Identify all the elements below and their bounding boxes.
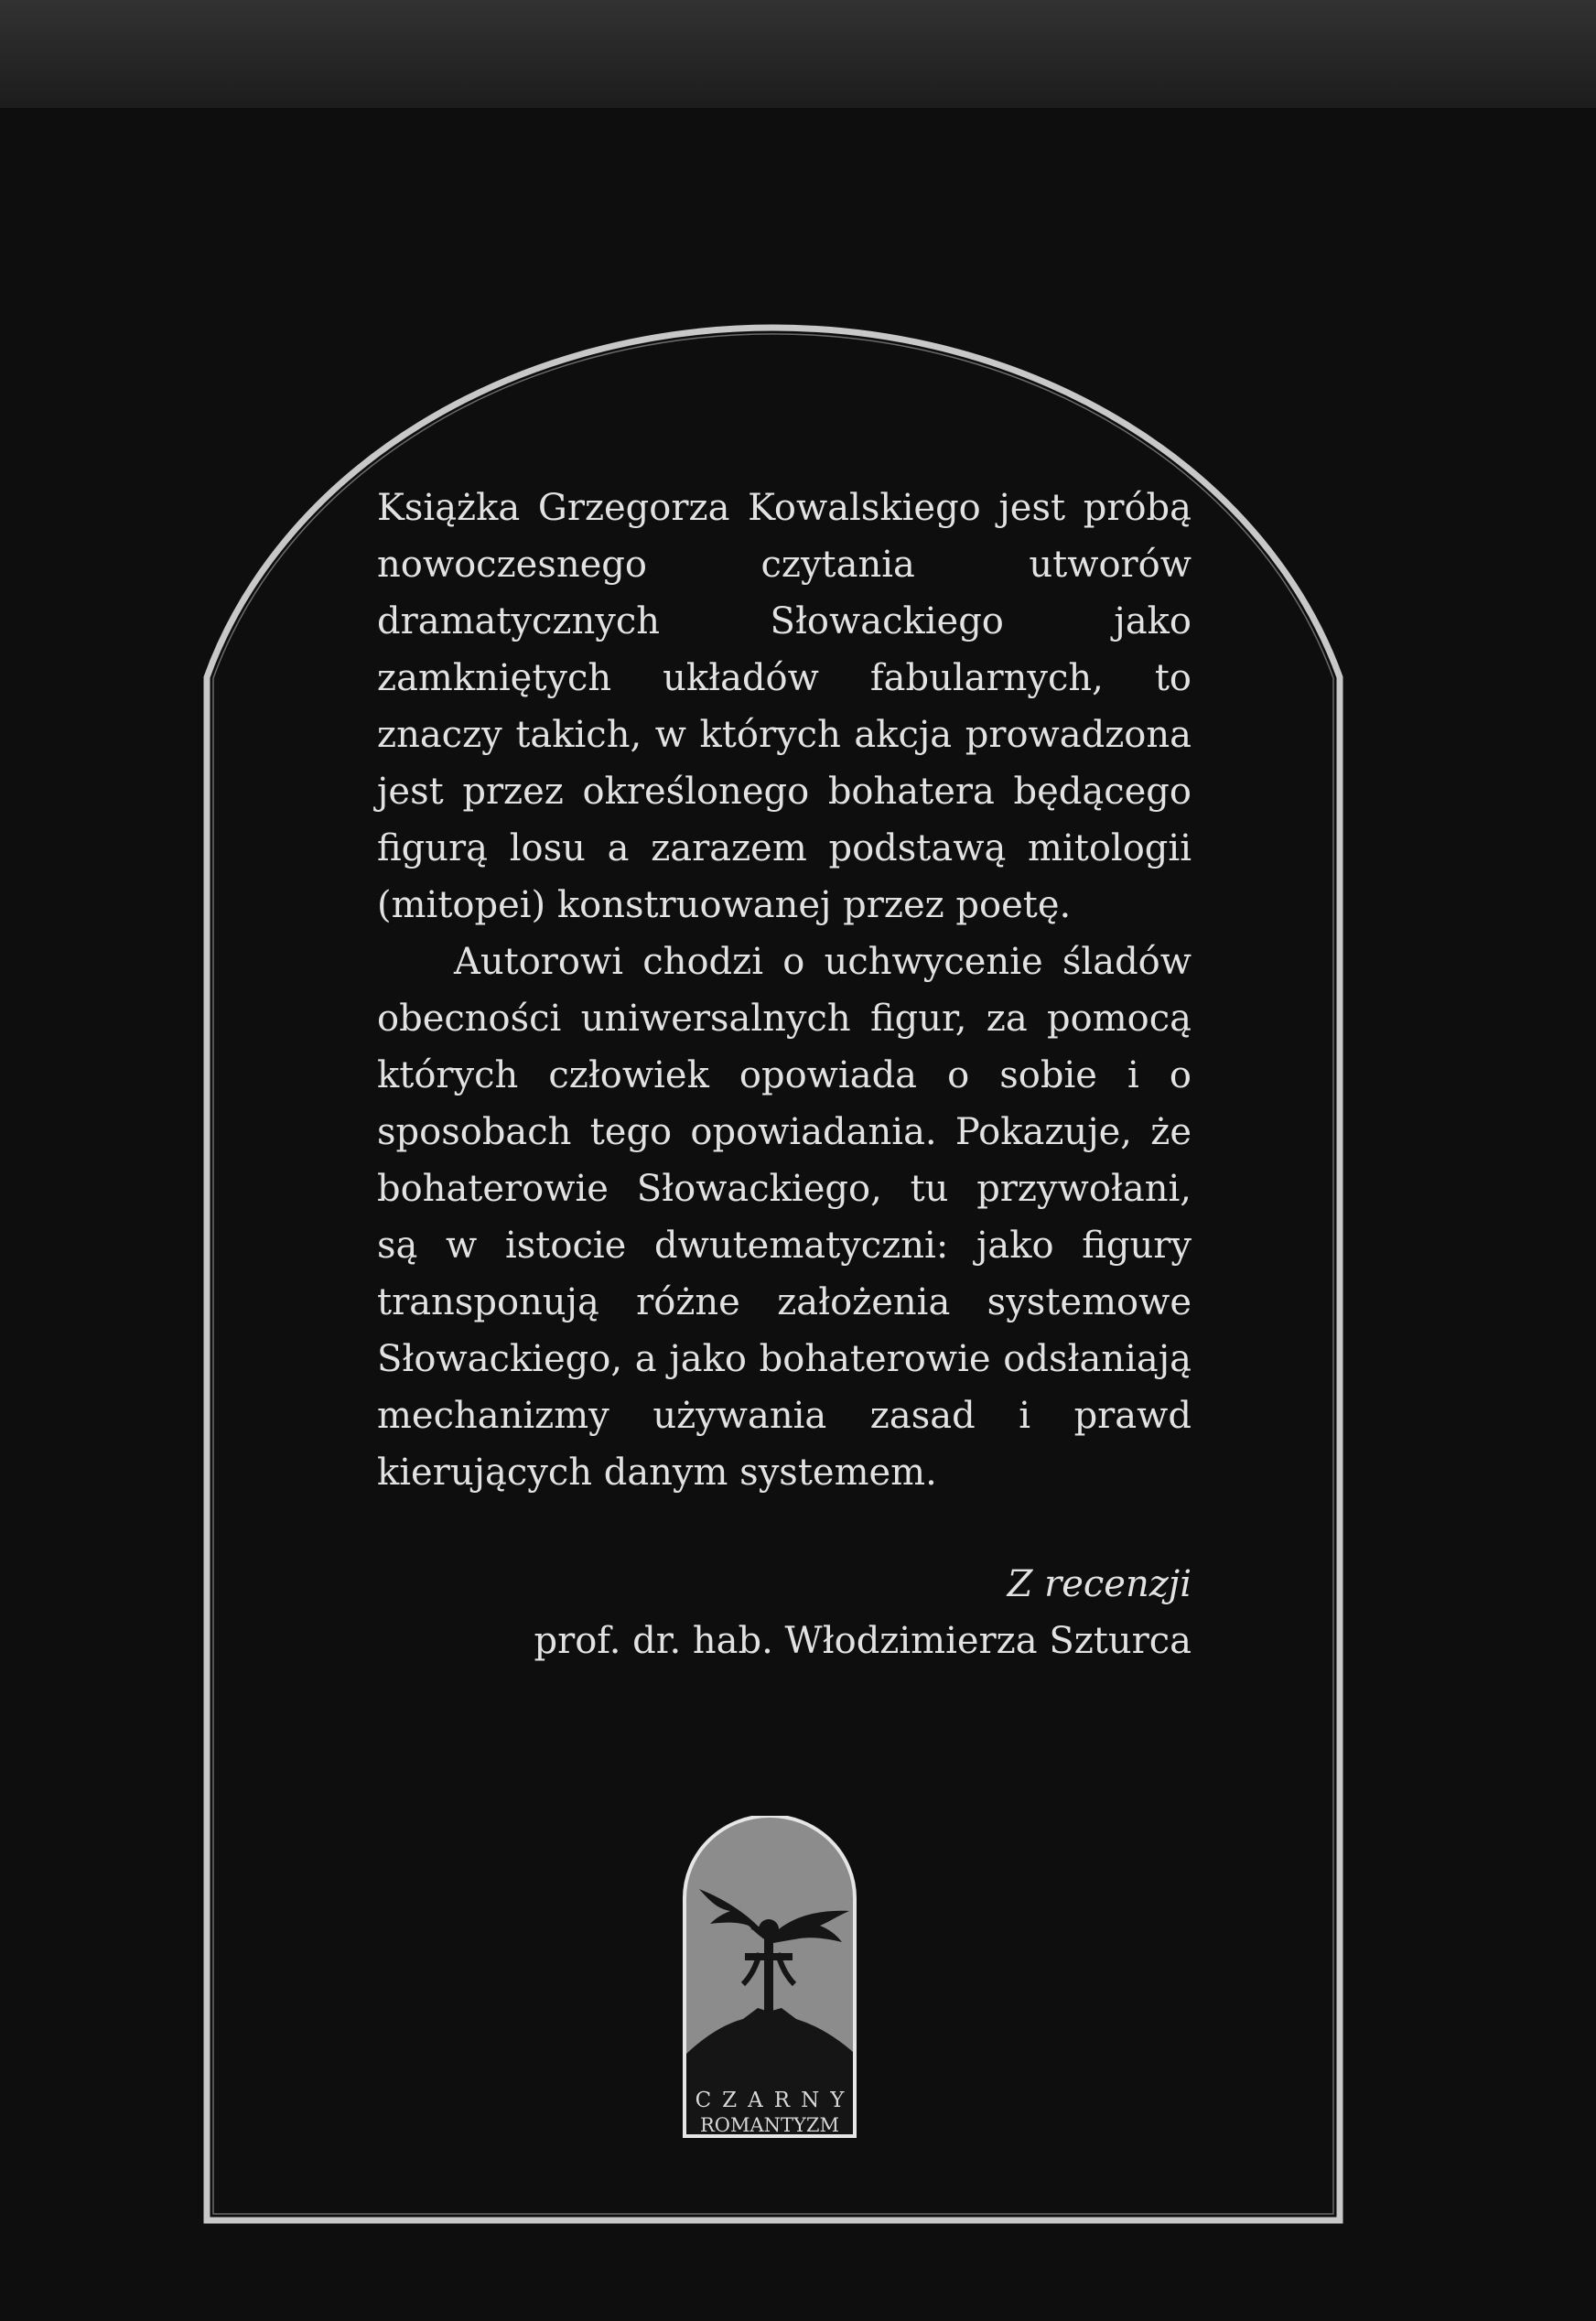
logo-label-line-1: CZARNY [695,2089,856,2112]
review-attribution [377,1556,1192,1669]
blurb-paragraph-1: Książka Grzegorza Kowalskiego jest próbą nowoczesnego czytania utworów dramatycznych Słowackiego jako zamkniętych układów fabularnych, to znaczy takich, w których akcja prowadzona jest przez określonego bohatera będącego figurą losu a zarazem podstawą mitologii (mitopei) konstruowanej przez poetę. [377,487,1192,926]
attribution-reviewer: prof. dr. hab. Włodzimierza Szturca [534,1620,1192,1662]
series-logo [679,1816,860,2145]
attribution-source: Z recenzji [1007,1563,1192,1605]
logo-label-line-2: ROMANTYZM [699,2114,840,2136]
blurb-text [377,480,1192,1501]
blurb-paragraph-2: Autorowi chodzi o uchwycenie śladów obecności uniwersalnych figur, za pomocą których człowiek opowiada o sobie i o sposobach tego opowiadania. Pokazuje, że bohaterowie Słowackiego, tu przywołani, są w istocie dwutematyczni: jako figury transponują różne założenia systemowe Słowackiego, a jako bohaterowie odsłaniają mechanizmy używania zasad i prawd kierujących danym systemem. [377,941,1192,1494]
